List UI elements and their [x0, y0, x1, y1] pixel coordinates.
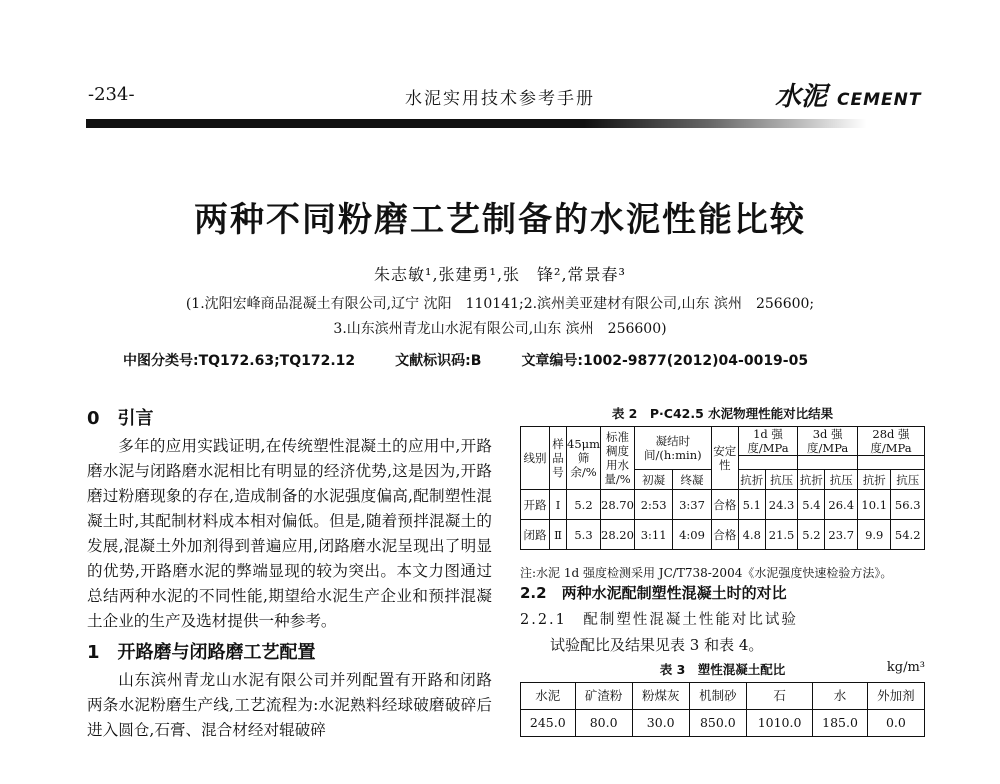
cell: Ⅱ	[550, 520, 567, 550]
classification-line	[123, 350, 808, 370]
table-3	[520, 682, 925, 737]
table-row	[521, 520, 925, 550]
th-water: 标准稠度用水量/%	[601, 427, 635, 490]
cell: 24.3	[765, 490, 798, 520]
cell: 56.3	[891, 490, 925, 520]
cell: 合格	[711, 490, 738, 520]
th-final: 终凝	[673, 470, 711, 490]
th-3d: 3d 强度/MPa	[798, 427, 858, 456]
th-initial: 初凝	[634, 470, 672, 490]
th-spacer	[738, 456, 798, 470]
th-line: 线别	[521, 427, 550, 490]
th-sample: 样品号	[550, 427, 567, 490]
cell: 185.0	[813, 710, 868, 737]
section-0-heading: 0 引言	[87, 408, 154, 429]
running-title: 水泥实用技术参考手册	[405, 89, 595, 109]
cell: 开路	[521, 490, 550, 520]
table-2-caption: 表 2 P·C42.5 水泥物理性能对比结果	[611, 406, 834, 421]
right-column	[520, 404, 925, 737]
cell: 1010.0	[746, 710, 812, 737]
th: 机制砂	[689, 683, 746, 710]
article-title: 两种不同粉磨工艺制备的水泥性能比较	[194, 200, 806, 240]
th-3d-flex: 抗折	[798, 470, 825, 490]
cell: 245.0	[521, 710, 576, 737]
th-soundness: 安定性	[711, 427, 738, 490]
cell: 28.20	[601, 520, 635, 550]
th-1d-comp: 抗压	[765, 470, 798, 490]
table-2	[520, 426, 925, 550]
clc-number: 中图分类号:TQ172.63;TQ172.12	[123, 353, 356, 369]
logo-en: CEMENT	[837, 90, 922, 110]
section-1-heading: 1 开路磨与闭路磨工艺配置	[87, 642, 316, 663]
cell: Ⅰ	[550, 490, 567, 520]
th-3d-comp: 抗压	[825, 470, 858, 490]
section-2-2-1-heading: 2.2.1 配制塑性混凝土性能对比试验	[520, 612, 798, 628]
table-3-caption: 表 3 塑性混凝土配比	[659, 662, 786, 677]
cell: 21.5	[765, 520, 798, 550]
th-28d: 28d 强度/MPa	[857, 427, 924, 456]
th-spacer	[857, 456, 924, 470]
cell: 9.9	[857, 520, 890, 550]
cell: 3:11	[634, 520, 672, 550]
cell: 30.0	[632, 710, 689, 737]
th-1d-flex: 抗折	[738, 470, 765, 490]
cell: 5.2	[798, 520, 825, 550]
document-code: 文献标识码:B	[395, 353, 482, 369]
section-2-2-heading: 2.2 两种水泥配制塑性混凝土时的对比	[520, 584, 787, 602]
th: 外加剂	[867, 683, 924, 710]
th-spacer	[798, 456, 858, 470]
cell: 10.1	[857, 490, 890, 520]
cell: 2:53	[634, 490, 672, 520]
cell: 5.1	[738, 490, 765, 520]
th: 粉煤灰	[632, 683, 689, 710]
section-0-text: 多年的应用实践证明,在传统塑性混凝土的应用中,开路磨水泥与闭路磨水泥相比有明显的经济优势,这是因为,开路磨过粉磨现象的存在,造成制备的水泥强度偏高,配制塑性混凝土时,其配制材料成本相对偏低。但是,随着预拌混凝土的发展,混凝土外加剂得到普遍应用,闭路磨水泥呈现出了明显的优势,开路磨水泥的弊端显现的较为突出。本文力图通过总结两种水泥的不同性能,期望给水泥生产企业和预拌混凝土企业的生产及选材提供一种参考。	[87, 437, 492, 630]
cell: 26.4	[825, 490, 858, 520]
cell: 4:09	[673, 520, 711, 550]
table-row	[521, 710, 925, 737]
cell: 23.7	[825, 520, 858, 550]
th: 矿渣粉	[575, 683, 632, 710]
th-residue: 45μm筛余/%	[567, 427, 601, 490]
table-3-header	[521, 683, 925, 710]
header-rule	[86, 119, 916, 128]
section-2-2-1-text: 试验配比及结果见表 3 和表 4。	[550, 636, 764, 654]
table-3-unit: kg/m³	[886, 660, 925, 675]
affiliation-line-2: 3.山东滨州青龙山水泥有限公司,山东 滨州 256600)	[333, 321, 667, 337]
section-1-text: 山东滨州青龙山水泥有限公司并列配置有开路和闭路两条水泥粉磨生产线,工艺流程为:水泥熟料经球破磨破碎后进入圆仓,石膏、混合材经对辊破碎	[87, 671, 492, 739]
cell: 54.2	[891, 520, 925, 550]
cell: 850.0	[689, 710, 746, 737]
cell: 4.8	[738, 520, 765, 550]
table-2-note: 注:水泥 1d 强度检测采用 JC/T738-2004《水泥强度快速检验方法》。	[520, 566, 893, 580]
table-3-caption-row	[520, 660, 925, 682]
cell: 5.4	[798, 490, 825, 520]
cell: 5.3	[567, 520, 601, 550]
cell: 5.2	[567, 490, 601, 520]
th-1d: 1d 强度/MPa	[738, 427, 798, 456]
th: 水	[813, 683, 868, 710]
th-setting: 凝结时间/(h:min)	[634, 427, 711, 470]
left-column	[87, 404, 492, 743]
cell: 3:37	[673, 490, 711, 520]
th-28d-comp: 抗压	[891, 470, 925, 490]
th: 水泥	[521, 683, 576, 710]
cell: 闭路	[521, 520, 550, 550]
cell: 0.0	[867, 710, 924, 737]
cell: 28.70	[601, 490, 635, 520]
cell: 80.0	[575, 710, 632, 737]
journal-logo	[775, 76, 921, 113]
table-row	[521, 490, 925, 520]
th-28d-flex: 抗折	[857, 470, 890, 490]
logo-cn: 水泥	[775, 82, 828, 112]
page-number: -234-	[88, 84, 135, 105]
article-number: 文章编号:1002-9877(2012)04-0019-05	[521, 353, 809, 369]
affiliation-line-1: (1.沈阳宏峰商品混凝土有限公司,辽宁 沈阳 110141;2.滨州美亚建材有限公司,山东 滨州 256600;	[185, 296, 815, 312]
th: 石	[746, 683, 812, 710]
cell: 合格	[711, 520, 738, 550]
article-authors: 朱志敏¹,张建勇¹,张 锋²,常景春³	[374, 265, 626, 284]
